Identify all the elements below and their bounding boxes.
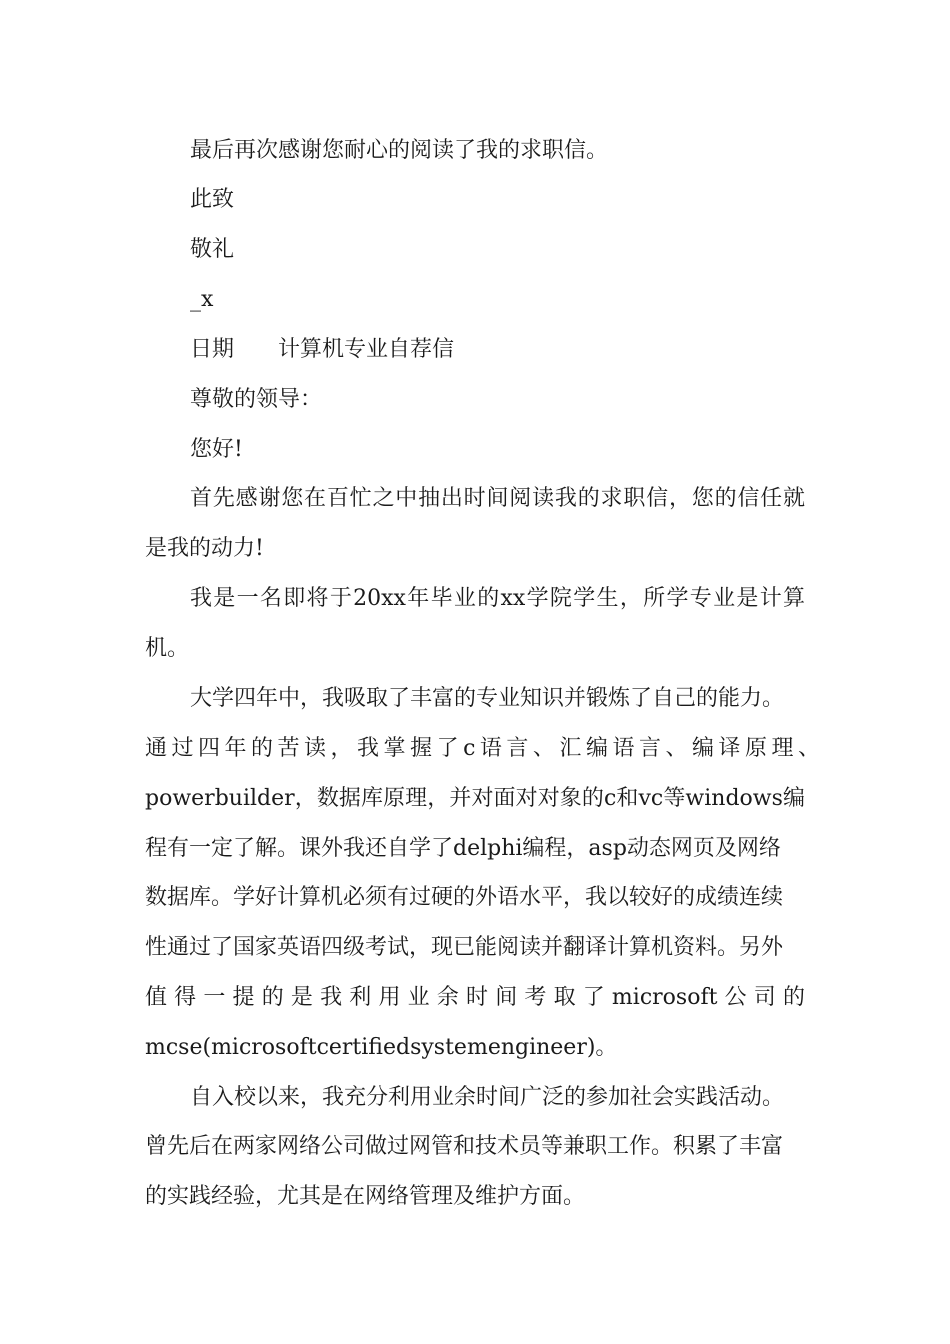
paragraph-3-line-7: 值得一提的是我利用业余时间考取了microsoft公司的: [145, 985, 805, 1010]
salutation-line-1: 此致: [190, 187, 235, 212]
greeting-line: 您好!: [190, 437, 243, 462]
paragraph-4-line-1: 自入校以来，我充分利用业余时间广泛的参加社会实践活动。: [190, 1085, 785, 1110]
date-and-title-line: [190, 335, 454, 365]
paragraph-3-line-8: mcse(microsoftcertifiedsystemengineer)。: [145, 1035, 618, 1060]
signature-line: _x: [190, 287, 214, 312]
paragraph-3-line-1: 大学四年中，我吸取了丰富的专业知识并锻炼了自己的能力。: [190, 686, 785, 711]
paragraph-3-line-6: 性通过了国家英语四级考试，现已能阅读并翻译计算机资料。另外: [145, 935, 784, 960]
paragraph-3-line-3: powerbuilder，数据库原理，并对面对对象的c和vc等windows编: [145, 786, 805, 811]
paragraph-2-line-2: 机。: [145, 636, 190, 661]
paragraph-4-line-3: 的实践经验，尤其是在网络管理及维护方面。: [145, 1184, 586, 1209]
date-label: 日期: [190, 337, 235, 362]
salutation-line-2: 敬礼: [190, 237, 235, 262]
paragraph-4-line-2: 曾先后在两家网络公司做过网管和技术员等兼职工作。积累了丰富: [145, 1134, 784, 1159]
paragraph-3-line-4: 程有一定了解。课外我还自学了delphi编程，asp动态网页及网络: [145, 836, 781, 861]
closing-thanks-line: 最后再次感谢您耐心的阅读了我的求职信。: [190, 138, 609, 163]
paragraph-1-line-2: 是我的动力!: [145, 536, 264, 561]
paragraph-2-line-1: 我是一名即将于20xx年毕业的xx学院学生，所学专业是计算: [190, 586, 805, 611]
paragraph-1-line-1: 首先感谢您在百忙之中抽出时间阅读我的求职信，您的信任就: [190, 486, 805, 511]
paragraph-3-line-5: 数据库。学好计算机必须有过硬的外语水平，我以较好的成绩连续: [145, 885, 784, 910]
greeting-to-line: 尊敬的领导：: [190, 387, 323, 412]
letter-title: 计算机专业自荐信: [278, 337, 455, 362]
paragraph-3-line-2: 通过四年的苦读，我掌握了c语言、汇编语言、编译原理、: [145, 736, 820, 761]
